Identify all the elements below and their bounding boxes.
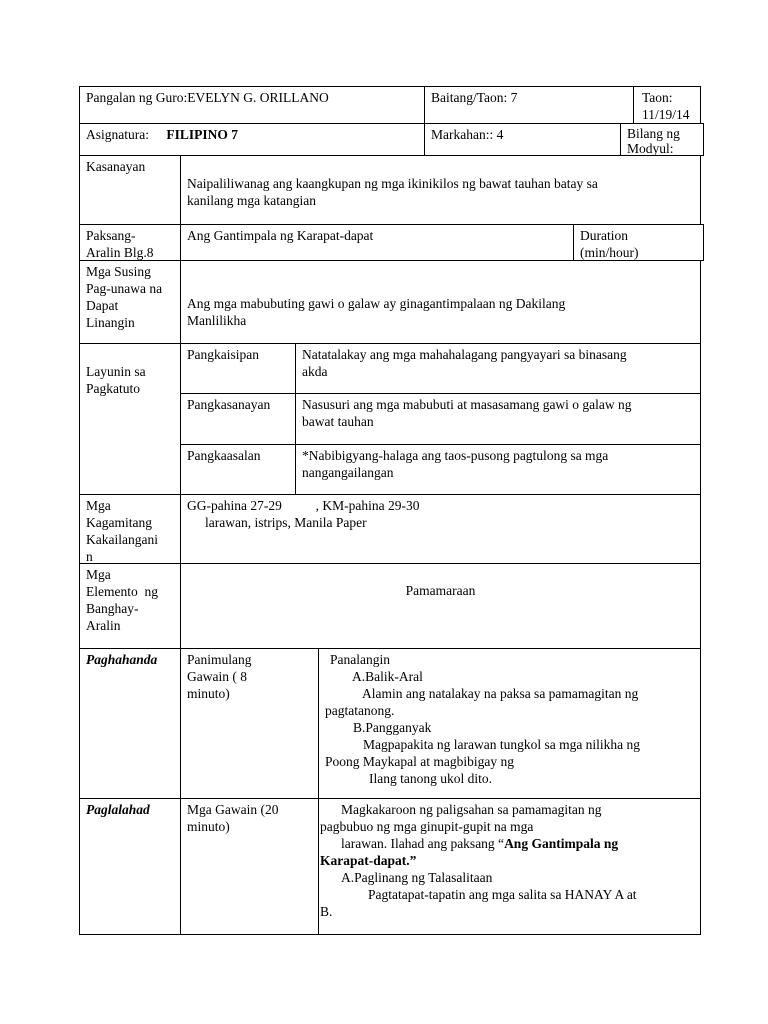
kagamitan-text-line1: GG-pahina 27-29 , KM-pahina 29-30	[187, 498, 420, 513]
kasanayan-text-cell	[180, 155, 701, 225]
kagamitan-label-line: n	[86, 549, 93, 564]
paglalahad-line: Magkakaroon ng paligsahan sa pamamagitan ng	[341, 802, 602, 817]
teacher-name: Pangalan ng Guro:EVELYN G. ORILLANO	[86, 90, 329, 105]
quarter-cell	[424, 123, 621, 156]
layunin-domain: Pangkasanayan	[187, 397, 271, 412]
susing-label-line: Linangin	[86, 315, 135, 330]
susing-label-line: Dapat	[86, 298, 119, 313]
grade-level: Baitang/Taon: 7	[431, 90, 518, 105]
paglalahad-label-cell	[79, 798, 181, 935]
duration-cell	[573, 224, 704, 261]
date-cell	[633, 86, 701, 124]
paghahanda-line: Panalangin	[330, 652, 390, 667]
date-label: Taon:	[642, 90, 673, 105]
subject-cell	[79, 123, 425, 156]
layunin-domain-cell	[180, 343, 296, 394]
layunin-domain-cell	[180, 444, 296, 495]
susing-label-line: Mga Susing	[86, 264, 151, 279]
susing-label-cell	[79, 260, 181, 344]
paglalahad-label: Paglalahad	[86, 802, 150, 817]
topic-title-bold: Ang Gantimpala ng	[504, 836, 619, 851]
layunin-domain-cell	[180, 393, 296, 445]
paghahanda-line: Magpapakita ng larawan tungkol sa mga nilikha ng	[363, 737, 641, 752]
teacher-cell	[79, 86, 425, 124]
lesson-title: Ang Gantimpala ng Karapat-dapat	[187, 228, 374, 243]
paglalahad-line	[341, 835, 618, 852]
kagamitan-label-line: Kakailangani	[86, 532, 158, 547]
kasanayan-label: Kasanayan	[86, 159, 146, 174]
paghahanda-activity-line: minuto)	[187, 686, 230, 701]
paghahanda-line: Ilang tanong ukol dito.	[369, 771, 492, 786]
susing-text-line2: Manlilikha	[187, 313, 247, 328]
paksang-title-cell	[180, 224, 574, 261]
paglalahad-activity-line: minuto)	[187, 819, 230, 834]
elemento-label-line: Elemento ng	[86, 584, 158, 599]
paglalahad-line-text: larawan. Ilahad ang paksang “	[341, 836, 505, 851]
paglalahad-content-cell	[318, 798, 701, 935]
kasanayan-text-line1: Naipaliliwanag ang kaangkupan ng mga ikinikilos ng bawat tauhan batay sa	[187, 176, 598, 191]
paksang-label-line2: Aralin Blg.8	[86, 245, 154, 260]
duration-label-line2: (min/hour)	[580, 245, 639, 260]
layunin-objective-cell	[295, 444, 701, 495]
susing-text-line1: Ang mga mabubuting gawi o galaw ay ginagantimpalaan ng Dakilang	[187, 296, 566, 311]
kasanayan-label-cell	[79, 155, 181, 225]
layunin-objective-line: Nasusuri ang mga mabubuti at masasamang gawi o galaw ng	[302, 397, 632, 412]
paghahanda-line: Alamin ang natalakay na paksa sa pamamagitan ng	[362, 686, 639, 701]
elemento-label-line: Mga	[86, 567, 111, 582]
elemento-heading-cell	[180, 563, 701, 649]
quarter-value: Markahan:: 4	[431, 127, 504, 142]
paghahanda-content-cell	[318, 648, 701, 799]
paghahanda-label: Paghahanda	[86, 652, 158, 667]
duration-label-line1: Duration	[580, 228, 628, 243]
paghahanda-line: pagtatanong.	[325, 703, 395, 718]
kagamitan-label-cell	[79, 494, 181, 564]
layunin-objective-cell	[295, 343, 701, 394]
date-value: 11/19/14	[642, 107, 690, 122]
layunin-domain: Pangkaasalan	[187, 448, 261, 463]
layunin-objective-line: *Nabibigyang-halaga ang taos-pusong pagtulong sa mga	[302, 448, 609, 463]
paglalahad-line: pagbubuo ng mga ginupit-gupit na mga	[320, 819, 534, 834]
layunin-objective-cell	[295, 393, 701, 445]
susing-label-line: Pag-unawa na	[86, 281, 163, 296]
topic-title-bold-cont: Karapat-dapat.”	[320, 853, 417, 868]
kasanayan-text-line2: kanilang mga katangian	[187, 193, 316, 208]
paghahanda-line: B.Pangganyak	[353, 720, 432, 735]
elemento-label-cell	[79, 563, 181, 649]
kagamitan-label-line: Mga	[86, 498, 111, 513]
layunin-label-line2: Pagkatuto	[86, 381, 140, 396]
kagamitan-text-line2: larawan, istrips, Manila Paper	[205, 515, 367, 530]
paglalahad-activity-line: Mga Gawain (20	[187, 802, 279, 817]
paglalahad-line: Pagtatapat-tapatin ang mga salita sa HANAY A at	[368, 887, 637, 902]
module-label-line1: Bilang ng	[627, 126, 680, 141]
pamamaraan-heading: Pamamaraan	[405, 583, 476, 598]
paghahanda-activity-line: Panimulang	[187, 652, 252, 667]
paglalahad-line: B.	[320, 904, 333, 919]
grade-cell	[424, 86, 634, 124]
module-label-line2: Modyul:	[627, 141, 674, 156]
module-cell	[620, 123, 704, 156]
paghahanda-label-cell	[79, 648, 181, 799]
kagamitan-text-cell	[180, 494, 701, 564]
paksang-label-line1: Paksang-	[86, 228, 136, 243]
layunin-label-cell	[79, 343, 181, 495]
paghahanda-line: A.Balik-Aral	[352, 669, 423, 684]
layunin-domain: Pangkaisipan	[187, 347, 259, 362]
subject-value: FILIPINO 7	[166, 127, 239, 142]
paghahanda-line: Poong Maykapal at magbibigay ng	[325, 754, 514, 769]
paghahanda-activity-line: Gawain ( 8	[187, 669, 247, 684]
layunin-label-line1: Layunin sa	[86, 364, 146, 379]
elemento-label-line: Aralin	[86, 618, 121, 633]
paglalahad-activity-cell	[180, 798, 319, 935]
elemento-label-line: Banghay-	[86, 601, 139, 616]
kagamitan-label-line: Kagamitang	[86, 515, 152, 530]
layunin-objective-line: akda	[302, 364, 328, 379]
layunin-objective-line: Natatalakay ang mga mahahalagang pangyayari sa binasang	[302, 347, 627, 362]
paksang-label-cell	[79, 224, 181, 261]
subject-label: Asignatura:	[86, 127, 149, 142]
paglalahad-line: A.Paglinang ng Talasalitaan	[341, 870, 493, 885]
susing-text-cell	[180, 260, 701, 344]
layunin-objective-line: nangangailangan	[302, 465, 394, 480]
layunin-objective-line: bawat tauhan	[302, 414, 374, 429]
paghahanda-activity-cell	[180, 648, 319, 799]
